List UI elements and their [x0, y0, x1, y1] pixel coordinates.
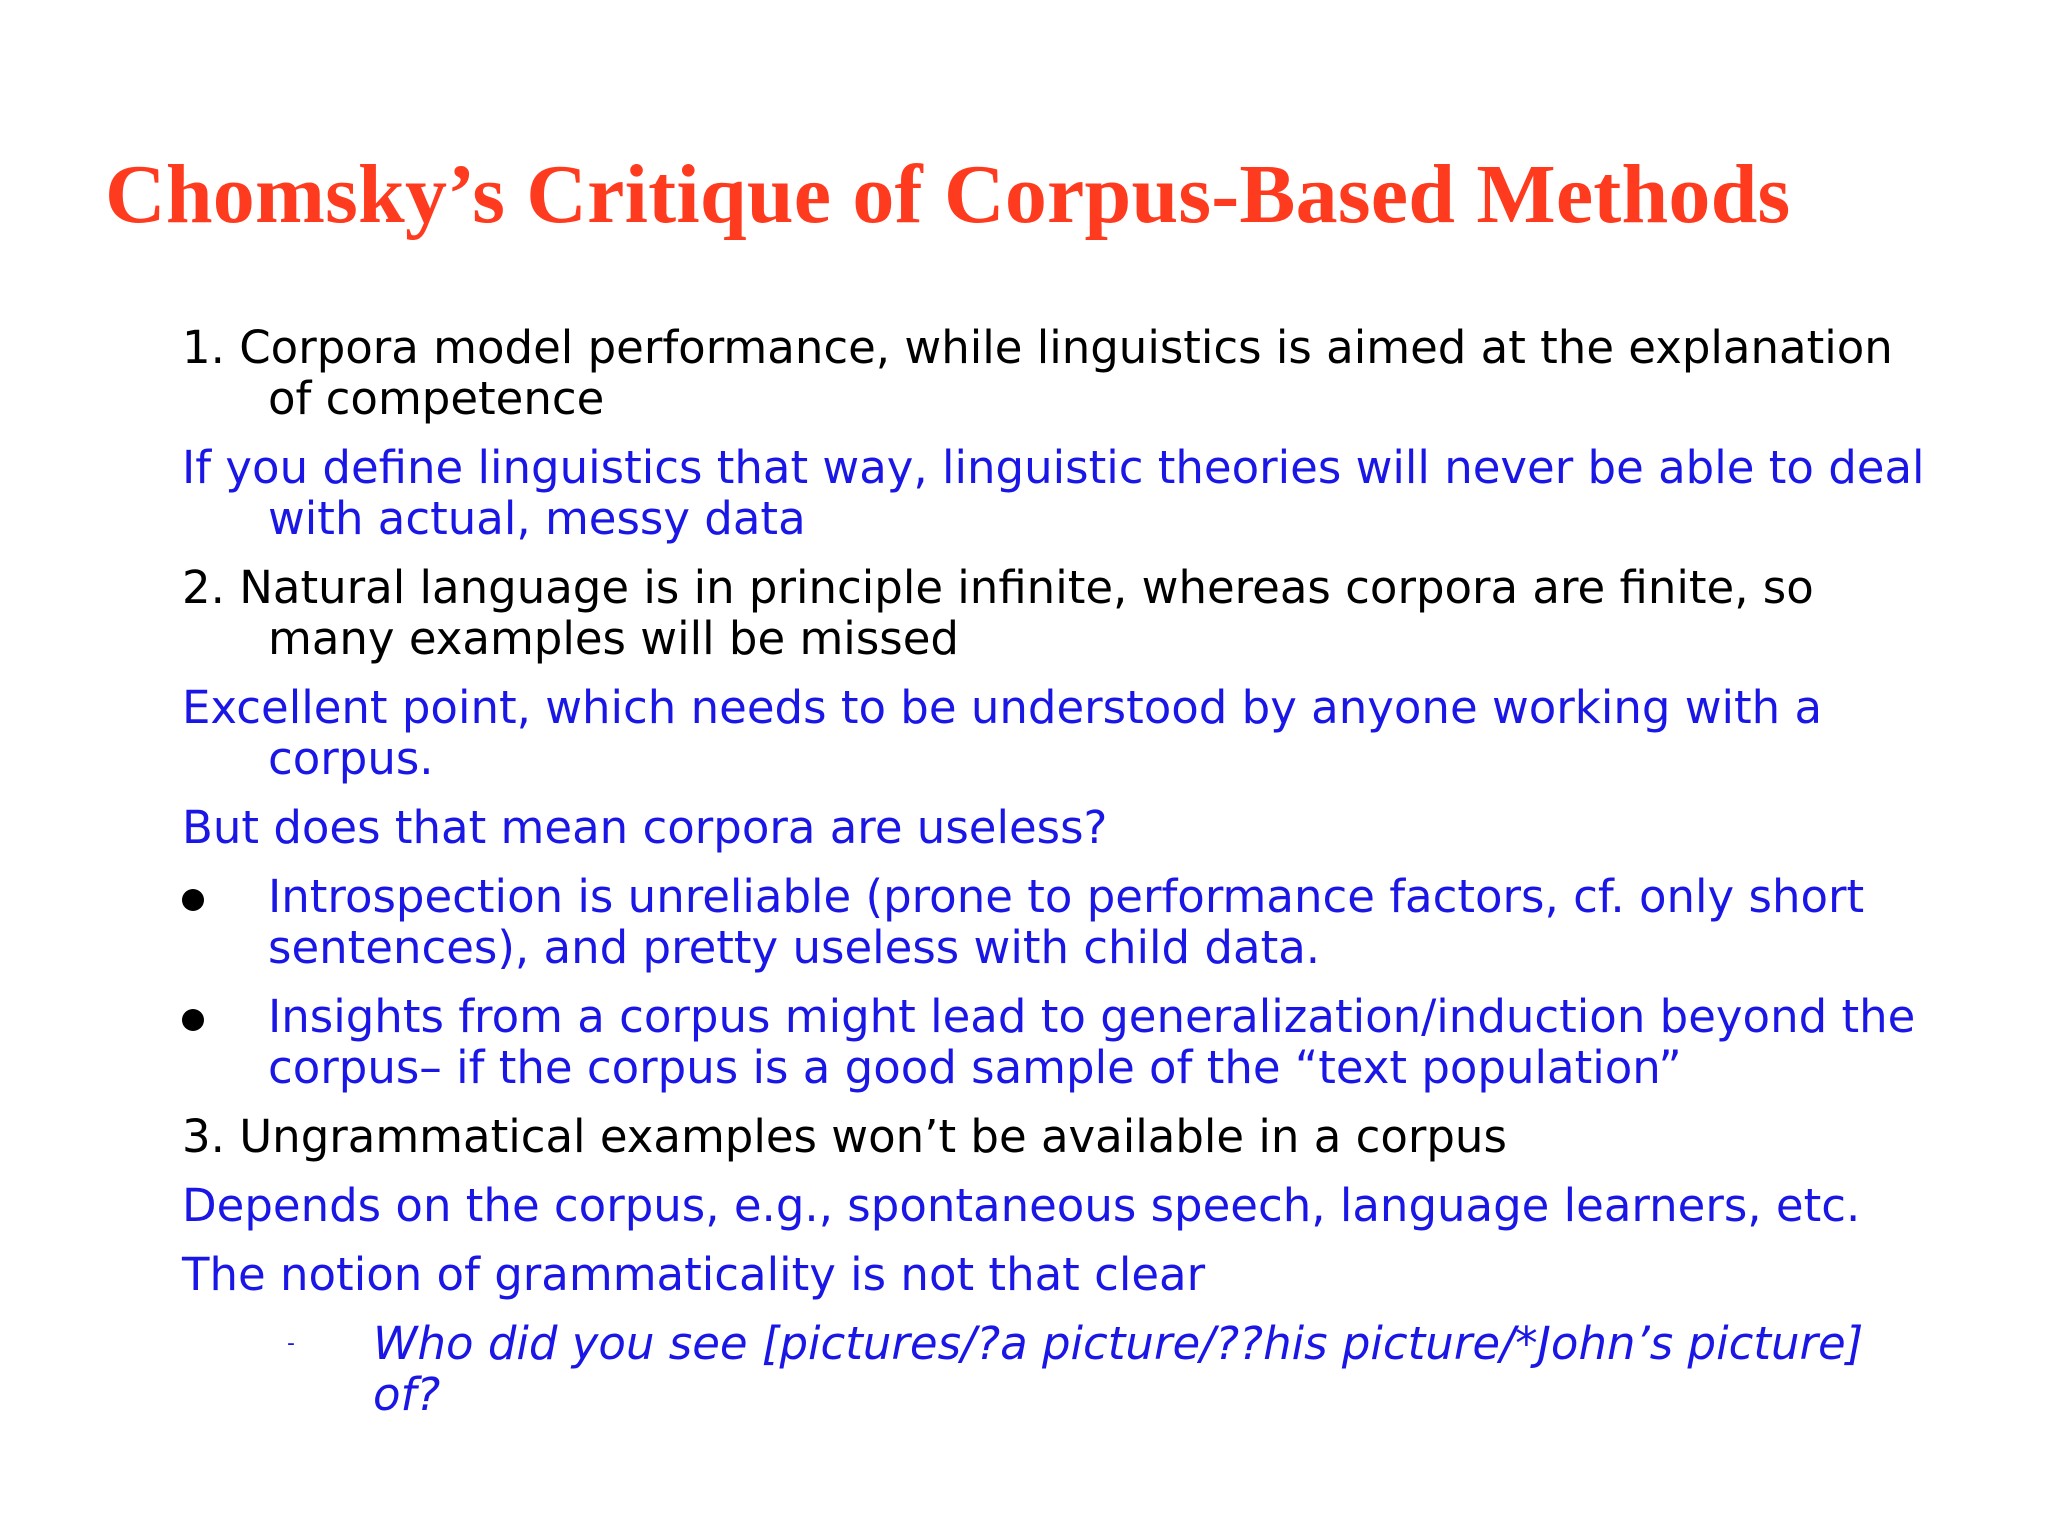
response-3-grammaticality: The notion of grammaticality is not that clear	[182, 1248, 1206, 1301]
bullet-icon	[182, 889, 204, 911]
bullet-icon	[182, 1009, 204, 1031]
claim-3: 3. Ungrammatical examples won’t be available in a corpus	[182, 1110, 1507, 1163]
claim-2: 2. Natural language is in principle infinite, whereas corpora are finite, so many examples will be missed	[182, 561, 1814, 665]
dash-icon: -	[287, 1331, 295, 1356]
response-2-question: But does that mean corpora are useless?	[182, 801, 1108, 854]
example-sentence: Who did you see [pictures/?a picture/??his picture/*John’s picture] of?	[373, 1317, 1864, 1421]
claim-1: 1. Corpora model performance, while linguistics is aimed at the explanation of competence	[182, 321, 1893, 425]
bullet-item-insights	[182, 991, 1942, 1093]
slide-body	[182, 322, 1942, 1420]
example-subitem	[182, 1318, 1942, 1420]
bullet-item-introspection	[182, 871, 1942, 973]
bullet-text-introspection: Introspection is unreliable (prone to performance factors, cf. only short sentences), and pretty useless with child data.	[268, 870, 1865, 974]
slide-title: Chomsky’s Critique of Corpus-Based Methods	[105, 148, 1791, 241]
response-3: Depends on the corpus, e.g., spontaneous speech, language learners, etc.	[182, 1179, 1861, 1232]
bullet-text-insights: Insights from a corpus might lead to generalization/induction beyond the corpus– if the corpus is a good sample of the “text population”	[268, 990, 1916, 1094]
response-2: Excellent point, which needs to be understood by anyone working with a corpus.	[182, 681, 1823, 785]
response-1: If you define linguistics that way, linguistic theories will never be able to deal with actual, messy data	[182, 441, 1925, 545]
